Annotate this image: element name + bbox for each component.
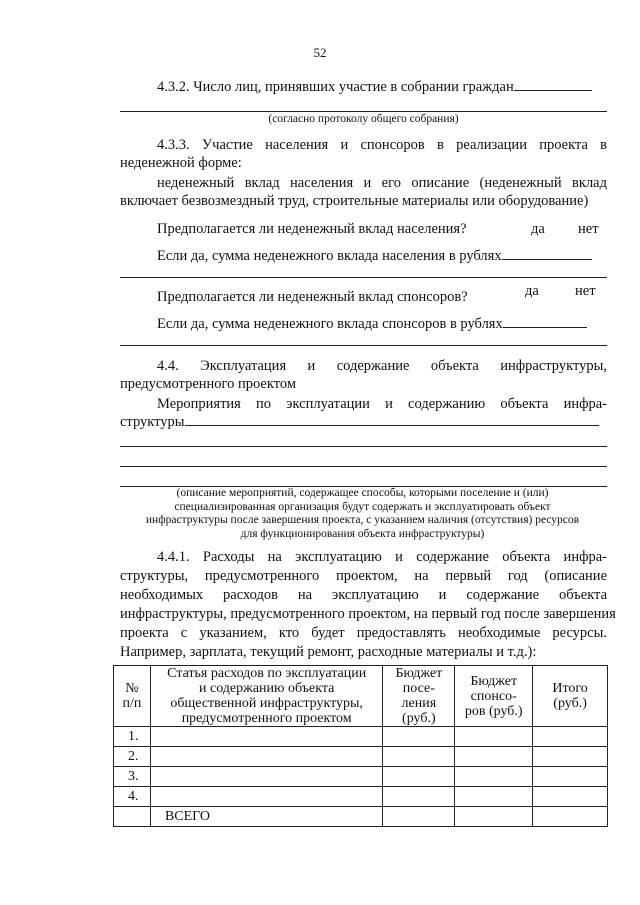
- measures-field[interactable]: [185, 425, 599, 426]
- page-number: 52: [313, 45, 327, 60]
- header-expense-item: Статья расходов по эксплуатации и содержанию объекта общественной инфраструктуры, предусмотренного проектом: [150, 666, 382, 727]
- settlement-budget-cell[interactable]: [383, 747, 455, 767]
- total-cell[interactable]: [533, 767, 608, 787]
- question-sponsors: Предполагается ли неденежный вклад спонсоров?: [157, 289, 468, 305]
- table-row: [114, 787, 608, 807]
- section-4-4-1-line2: структуры, предусмотренного проектом, на первый год (описание: [120, 568, 607, 584]
- measures-note-line1: (описание мероприятий, содержащее способы, которыми поселение и (или): [176, 487, 549, 499]
- participants-line: [120, 111, 607, 112]
- section-4-4-1-line5: проекта с указанием, кто будет предоставлять необходимые ресурсы.: [120, 625, 607, 641]
- sponsors-budget-cell[interactable]: [455, 747, 533, 767]
- measures-label: структуры: [120, 414, 185, 430]
- section-4-3-2-text: [157, 78, 592, 96]
- population-no-option[interactable]: нет: [578, 221, 599, 237]
- table-row: [114, 767, 608, 787]
- total-settlement-budget-cell[interactable]: [383, 807, 455, 827]
- total-cell[interactable]: [533, 727, 608, 747]
- sum-population-line: [120, 277, 607, 278]
- expense-item-cell[interactable]: [150, 787, 382, 807]
- expense-item-cell[interactable]: [150, 747, 382, 767]
- section-4-4-heading-cont: предусмотренного проектом: [120, 376, 297, 392]
- sponsors-no-option[interactable]: нет: [575, 283, 596, 299]
- sum-sponsors-field[interactable]: [503, 327, 587, 328]
- population-yes-option[interactable]: да: [531, 221, 545, 237]
- sum-sponsors-line: [120, 345, 607, 346]
- row-number: 4.: [114, 787, 151, 807]
- row-number: 3.: [114, 767, 151, 787]
- sum-population-label: Если да, сумма неденежного вклада населения в рублях: [157, 248, 502, 264]
- section-4-4-1-line1: 4.4.1. Расходы на эксплуатацию и содержание объекта инфра-: [157, 549, 607, 565]
- row-number: 1.: [114, 727, 151, 747]
- sponsors-budget-cell[interactable]: [455, 767, 533, 787]
- measures-line-a: [120, 446, 607, 447]
- table-row: [114, 727, 608, 747]
- section-4-4-1-line3: необходимых расходов на эксплуатацию и содержание объекта: [120, 587, 607, 603]
- section-4-4-1-line6: Например, зарплата, текущий ремонт, расходные материалы и т.д.):: [120, 644, 537, 660]
- measures-line2: [120, 413, 599, 431]
- total-sponsors-budget-cell[interactable]: [455, 807, 533, 827]
- total-row-number: [114, 807, 151, 827]
- table-row: [114, 747, 608, 767]
- header-settlement-budget: Бюджет посе- ления (руб.): [383, 666, 455, 727]
- settlement-budget-cell[interactable]: [383, 767, 455, 787]
- expenses-table: [113, 665, 608, 827]
- sum-sponsors-label: Если да, сумма неденежного вклада спонсоров в рублях: [157, 316, 503, 332]
- total-cell[interactable]: [533, 787, 608, 807]
- measures-note-line3: инфраструктуры после завершения проекта, с указанием наличия (отсутствия) ресурсов: [145, 514, 580, 526]
- measures-line1: Мероприятия по эксплуатации и содержанию объекта инфра-: [157, 396, 607, 412]
- protocol-note: (согласно протоколу общего собрания): [268, 113, 459, 125]
- nonmonetary-desc-line1: неденежный вклад населения и его описание (неденежный вклад: [157, 175, 607, 191]
- measures-line-b: [120, 466, 607, 467]
- sponsors-budget-cell[interactable]: [455, 727, 533, 747]
- expense-item-cell[interactable]: [150, 767, 382, 787]
- section-4-3-2-label: 4.3.2. Число лиц, принявших участие в собрании граждан: [157, 79, 514, 95]
- section-4-3-3-heading: 4.3.3. Участие населения и спонсоров в реализации проекта в: [157, 137, 607, 153]
- nonmonetary-desc-line2: включает безвозмездный труд, строительные материалы или оборудование): [120, 193, 589, 209]
- sponsors-yes-option[interactable]: да: [525, 283, 539, 299]
- section-4-4-heading: 4.4. Эксплуатация и содержание объекта инфраструктуры,: [157, 358, 607, 374]
- section-4-3-3-heading-cont: неденежной форме:: [120, 155, 242, 171]
- expense-item-cell[interactable]: [150, 727, 382, 747]
- sponsors-budget-cell[interactable]: [455, 787, 533, 807]
- total-label: ВСЕГО: [150, 807, 382, 827]
- measures-note-line4: для функционирования объекта инфраструктуры): [240, 527, 485, 540]
- sum-population-row: [157, 247, 592, 265]
- table-total-row: [114, 807, 608, 827]
- section-4-4-1-line4: инфраструктуры, предусмотренного проектом, на первый год после завершения: [120, 606, 616, 622]
- header-number: № п/п: [114, 666, 151, 727]
- table-header-row: [114, 666, 608, 727]
- measures-note-line2: специализированная организация будут содержать и эксплуатировать объект: [174, 500, 551, 513]
- header-total: Итого (руб.): [533, 666, 608, 727]
- grand-total-cell[interactable]: [533, 807, 608, 827]
- measures-note: [110, 487, 615, 541]
- question-population: Предполагается ли неденежный вклад населения?: [157, 221, 467, 237]
- sum-population-field[interactable]: [502, 259, 592, 260]
- settlement-budget-cell[interactable]: [383, 727, 455, 747]
- total-cell[interactable]: [533, 747, 608, 767]
- participants-count-field[interactable]: [514, 90, 592, 91]
- header-sponsors-budget: Бюджет спонсо- ров (руб.): [455, 666, 533, 727]
- sum-sponsors-row: [157, 315, 587, 333]
- row-number: 2.: [114, 747, 151, 767]
- settlement-budget-cell[interactable]: [383, 787, 455, 807]
